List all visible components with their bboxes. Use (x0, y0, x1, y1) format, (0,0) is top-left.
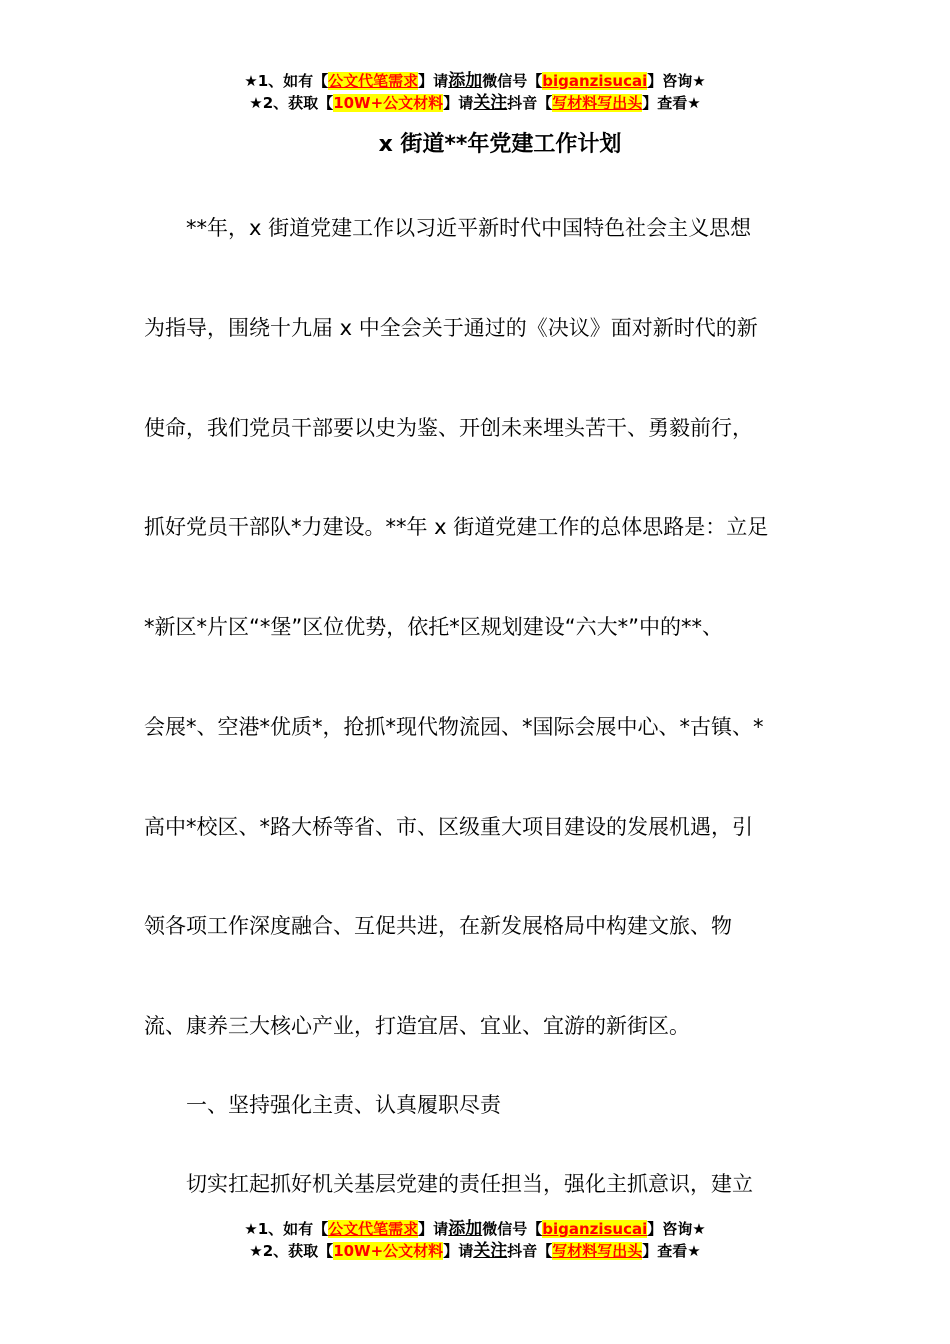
body-line: 切实扛起抓好机关基层党建的责任担当，强化主抓意识，建立 (144, 1172, 753, 1196)
ad-line-2-mid-2: 抖音【 (507, 1242, 553, 1260)
ad-line-2-mid-1: 】请 (443, 1242, 474, 1260)
ad-line-2-prefix: ★2、获取【 (249, 1242, 334, 1260)
ad-line-1-mid-1: 】请 (418, 72, 449, 90)
ad-line-2-mid-1: 】请 (443, 94, 474, 112)
ad-line-2-emph: 关注 (473, 1241, 508, 1261)
ad-line-1-suffix: 】咨询★ (647, 72, 706, 90)
body-line: 会展*、空港*优质*，抢抓*现代物流园、*国际会展中心、*古镇、* (144, 715, 764, 739)
body-line: 领各项工作深度融合、互促共进，在新发展格局中构建文旅、物 (144, 914, 732, 938)
ad-line-2-emph: 关注 (473, 93, 508, 113)
ad-line-2-highlight-2: 写材料写出头 (552, 1242, 643, 1260)
ad-line-2 (0, 92, 950, 114)
body-line: 流、康养三大核心产业，打造宜居、宜业、宜游的新街区。 (144, 1014, 690, 1038)
body-line: 抓好党员干部队*力建设。**年 x 街道党建工作的总体思路是：立足 (144, 515, 769, 539)
ad-line-1-emph: 添加 (448, 71, 483, 91)
body-line: *新区*片区“*堡”区位优势，依托*区规划建设“六大*”中的**、 (144, 615, 724, 639)
ad-line-2-prefix: ★2、获取【 (249, 94, 334, 112)
ad-line-1 (0, 1218, 950, 1240)
body-line: **年，x 街道党建工作以习近平新时代中国特色社会主义思想 (144, 216, 752, 240)
top-ad-banner (0, 70, 950, 114)
ad-line-1-mid-2: 微信号【 (482, 1220, 543, 1238)
ad-line-1-highlight-1: 公文代笔需求 (328, 72, 419, 90)
ad-line-1-highlight-2: biganzisucai (542, 72, 648, 90)
ad-line-1-emph: 添加 (448, 1219, 483, 1239)
bottom-ad-banner (0, 1218, 950, 1262)
ad-line-1-prefix: ★1、如有【 (244, 1220, 329, 1238)
ad-line-1 (0, 70, 950, 92)
body-line: 高中*校区、*路大桥等省、市、区级重大项目建设的发展机遇，引 (144, 815, 753, 839)
ad-line-2-mid-2: 抖音【 (507, 94, 553, 112)
ad-line-1-suffix: 】咨询★ (647, 1220, 706, 1238)
body-line: 为指导，围绕十九届 x 中全会关于通过的《决议》面对新时代的新 (144, 316, 758, 340)
ad-line-1-highlight-2: biganzisucai (542, 1220, 648, 1238)
ad-line-2-highlight-2: 写材料写出头 (552, 94, 643, 112)
section-heading: 一、坚持强化主责、认真履职尽责 (144, 1093, 501, 1117)
ad-line-2-suffix: 】查看★ (642, 94, 701, 112)
ad-line-1-highlight-1: 公文代笔需求 (328, 1220, 419, 1238)
ad-line-2 (0, 1240, 950, 1262)
ad-line-2-highlight-1: 10W+公文材料 (333, 1242, 444, 1260)
ad-line-1-mid-2: 微信号【 (482, 72, 543, 90)
ad-line-1-mid-1: 】请 (418, 1220, 449, 1238)
ad-line-2-suffix: 】查看★ (642, 1242, 701, 1260)
body-line: 使命，我们党员干部要以史为鉴、开创未来埋头苦干、勇毅前行， (144, 416, 753, 440)
ad-line-1-prefix: ★1、如有【 (244, 72, 329, 90)
ad-line-2-highlight-1: 10W+公文材料 (333, 94, 444, 112)
document-title: x 街道**年党建工作计划 (378, 132, 622, 157)
